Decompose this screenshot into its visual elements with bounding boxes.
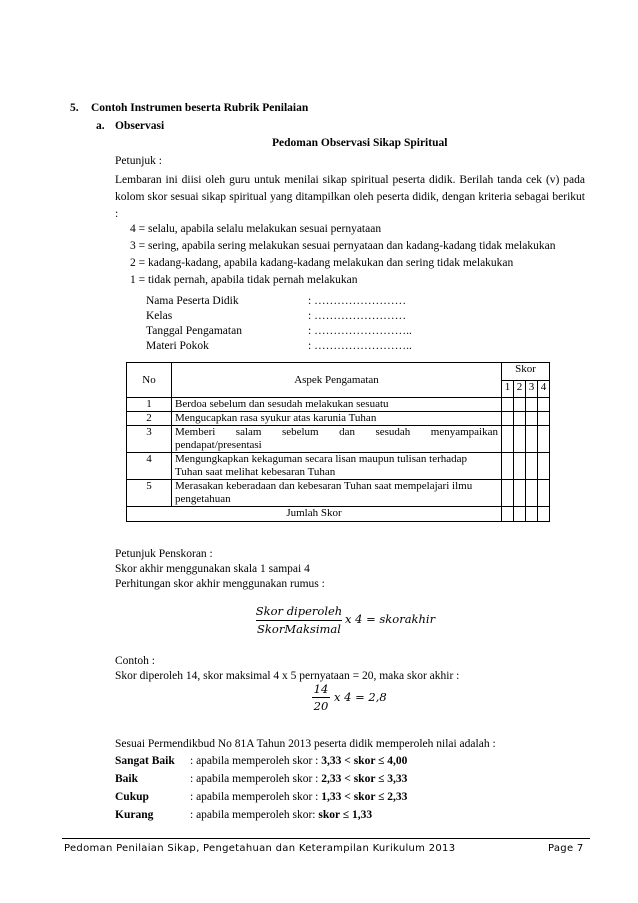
score-cell[interactable]	[526, 480, 538, 507]
scoring-line2: Perhitungan skor akhir menggunakan rumus :	[115, 578, 325, 590]
form-heading: Pedoman Observasi Sikap Spiritual	[272, 137, 448, 149]
identity-label: Materi Pokok	[146, 340, 209, 352]
score-cell[interactable]	[502, 507, 514, 522]
identity-label: Kelas	[146, 310, 173, 322]
criteria-2: 2 = kadang-kadang, apabila kadang-kadang melakukan dan sering tidak melakukan	[130, 257, 514, 269]
row-no: 4	[127, 453, 172, 480]
footer-rule	[62, 838, 590, 839]
row-aspect: Mengungkapkan kekaguman secara lisan maupun tulisan terhadap Tuhan saat melihat kebesaran Tuhan	[172, 453, 502, 480]
row-aspect: Mengucapkan rasa syukur atas karunia Tuhan	[172, 412, 502, 426]
level-desc: : apabila memperoleh skor : 1,33 < skor ≤ 2,33	[190, 791, 408, 803]
score-cell[interactable]	[538, 398, 550, 412]
header-aspek: Aspek Pengamatan	[172, 363, 502, 398]
score-cell[interactable]	[526, 398, 538, 412]
level-name: Sangat Baik	[115, 755, 175, 767]
table-row	[127, 412, 550, 426]
level-desc: : apabila memperoleh skor: skor ≤ 1,33	[190, 809, 373, 821]
instruction-label: Petunjuk :	[115, 155, 162, 167]
score-cell[interactable]	[502, 412, 514, 426]
row-aspect: Berdoa sebelum dan sesudah melakukan sesuatu	[172, 398, 502, 412]
identity-value: : ……………………	[308, 310, 407, 322]
score-cell[interactable]	[538, 453, 550, 480]
score-cell[interactable]	[526, 426, 538, 453]
example-fraction-bar	[312, 697, 330, 698]
row-no: 1	[127, 398, 172, 412]
table-row	[127, 398, 550, 412]
score-cell[interactable]	[514, 426, 526, 453]
identity-label: Tanggal Pengamatan	[146, 325, 242, 337]
total-row	[127, 507, 550, 522]
score-header: 4	[538, 381, 550, 398]
observation-table	[126, 362, 550, 522]
table-row	[127, 426, 550, 453]
score-cell[interactable]	[514, 398, 526, 412]
score-cell[interactable]	[538, 507, 550, 522]
header-no: No	[127, 363, 172, 398]
example-numerator: 14	[313, 682, 329, 696]
row-aspect: Merasakan keberadaan dan kebesaran Tuhan saat mempelajari ilmu pengetahuan	[172, 480, 502, 507]
score-cell[interactable]	[514, 480, 526, 507]
score-cell[interactable]	[526, 507, 538, 522]
level-name: Baik	[115, 773, 139, 785]
total-label: Jumlah Skor	[127, 507, 502, 522]
scoring-label: Petunjuk Penskoran :	[115, 548, 213, 560]
section-number: 5.	[70, 102, 79, 114]
level-name: Kurang	[115, 809, 154, 821]
example-label: Contoh :	[115, 655, 155, 667]
scoring-line1: Skor akhir menggunakan skala 1 sampai 4	[115, 563, 310, 575]
score-cell[interactable]	[502, 426, 514, 453]
score-cell[interactable]	[502, 480, 514, 507]
footer-title: Pedoman Penilaian Sikap, Pengetahuan dan Keterampilan Kurikulum 2013	[64, 843, 456, 854]
score-cell[interactable]	[526, 412, 538, 426]
row-no: 3	[127, 426, 172, 453]
table-row	[127, 480, 550, 507]
subsection-label: a.	[96, 120, 105, 132]
score-cell[interactable]	[538, 480, 550, 507]
identity-value: : ……………………..	[308, 325, 412, 337]
permendikbud-intro: Sesuai Permendikbud No 81A Tahun 2013 peserta didik memperoleh nilai adalah :	[115, 738, 496, 750]
level-name: Cukup	[115, 791, 149, 803]
formula-fraction-bar	[256, 620, 342, 621]
criteria-3: 3 = sering, apabila sering melakukan sesuai pernyataan dan kadang-kadang tidak melakukan	[130, 240, 556, 252]
header-skor: Skor	[502, 363, 550, 381]
criteria-1: 1 = tidak pernah, apabila tidak pernah melakukan	[130, 274, 358, 286]
instruction-text: Lembaran ini diisi oleh guru untuk menilai sikap spiritual peserta didik. Berilah tanda cek (v) pada kolom skor sesuai sikap spiritual yang ditampilkan oleh peserta didik, dengan kriteria sebagai berikut :	[115, 174, 585, 220]
identity-value: : ……………………..	[308, 340, 412, 352]
score-header: 2	[514, 381, 526, 398]
page-number: Page 7	[548, 843, 584, 854]
identity-label: Nama Peserta Didik	[146, 295, 239, 307]
score-cell[interactable]	[502, 453, 514, 480]
example-denominator: 20	[313, 699, 329, 713]
formula-denominator: SkorMaksimal	[257, 622, 341, 636]
score-cell[interactable]	[526, 453, 538, 480]
score-header: 1	[502, 381, 514, 398]
formula-rest: x 4 = skorakhir	[345, 612, 436, 626]
section-title: Contoh Instrumen beserta Rubrik Penilaian	[91, 102, 309, 114]
table-row	[127, 453, 550, 480]
row-aspect: Memberi salam sebelum dan sesudah menyampaikan pendapat/presentasi	[172, 426, 502, 453]
example-rest: x 4 = 2,8	[334, 690, 387, 704]
score-cell[interactable]	[514, 507, 526, 522]
level-desc: : apabila memperoleh skor : 3,33 < skor ≤ 4,00	[190, 755, 408, 767]
score-cell[interactable]	[514, 453, 526, 480]
criteria-4: 4 = selalu, apabila selalu melakukan sesuai pernyataan	[130, 223, 382, 235]
row-no: 5	[127, 480, 172, 507]
example-text: Skor diperoleh 14, skor maksimal 4 x 5 pernyataan = 20, maka skor akhir :	[115, 670, 460, 682]
identity-value: : ……………………	[308, 295, 407, 307]
level-desc: : apabila memperoleh skor : 2,33 < skor ≤ 3,33	[190, 773, 408, 785]
score-cell[interactable]	[538, 426, 550, 453]
score-header: 3	[526, 381, 538, 398]
row-no: 2	[127, 412, 172, 426]
formula-numerator: Skor diperoleh	[255, 604, 343, 618]
score-cell[interactable]	[502, 398, 514, 412]
score-cell[interactable]	[514, 412, 526, 426]
subsection-title: Observasi	[115, 120, 165, 132]
score-cell[interactable]	[538, 412, 550, 426]
